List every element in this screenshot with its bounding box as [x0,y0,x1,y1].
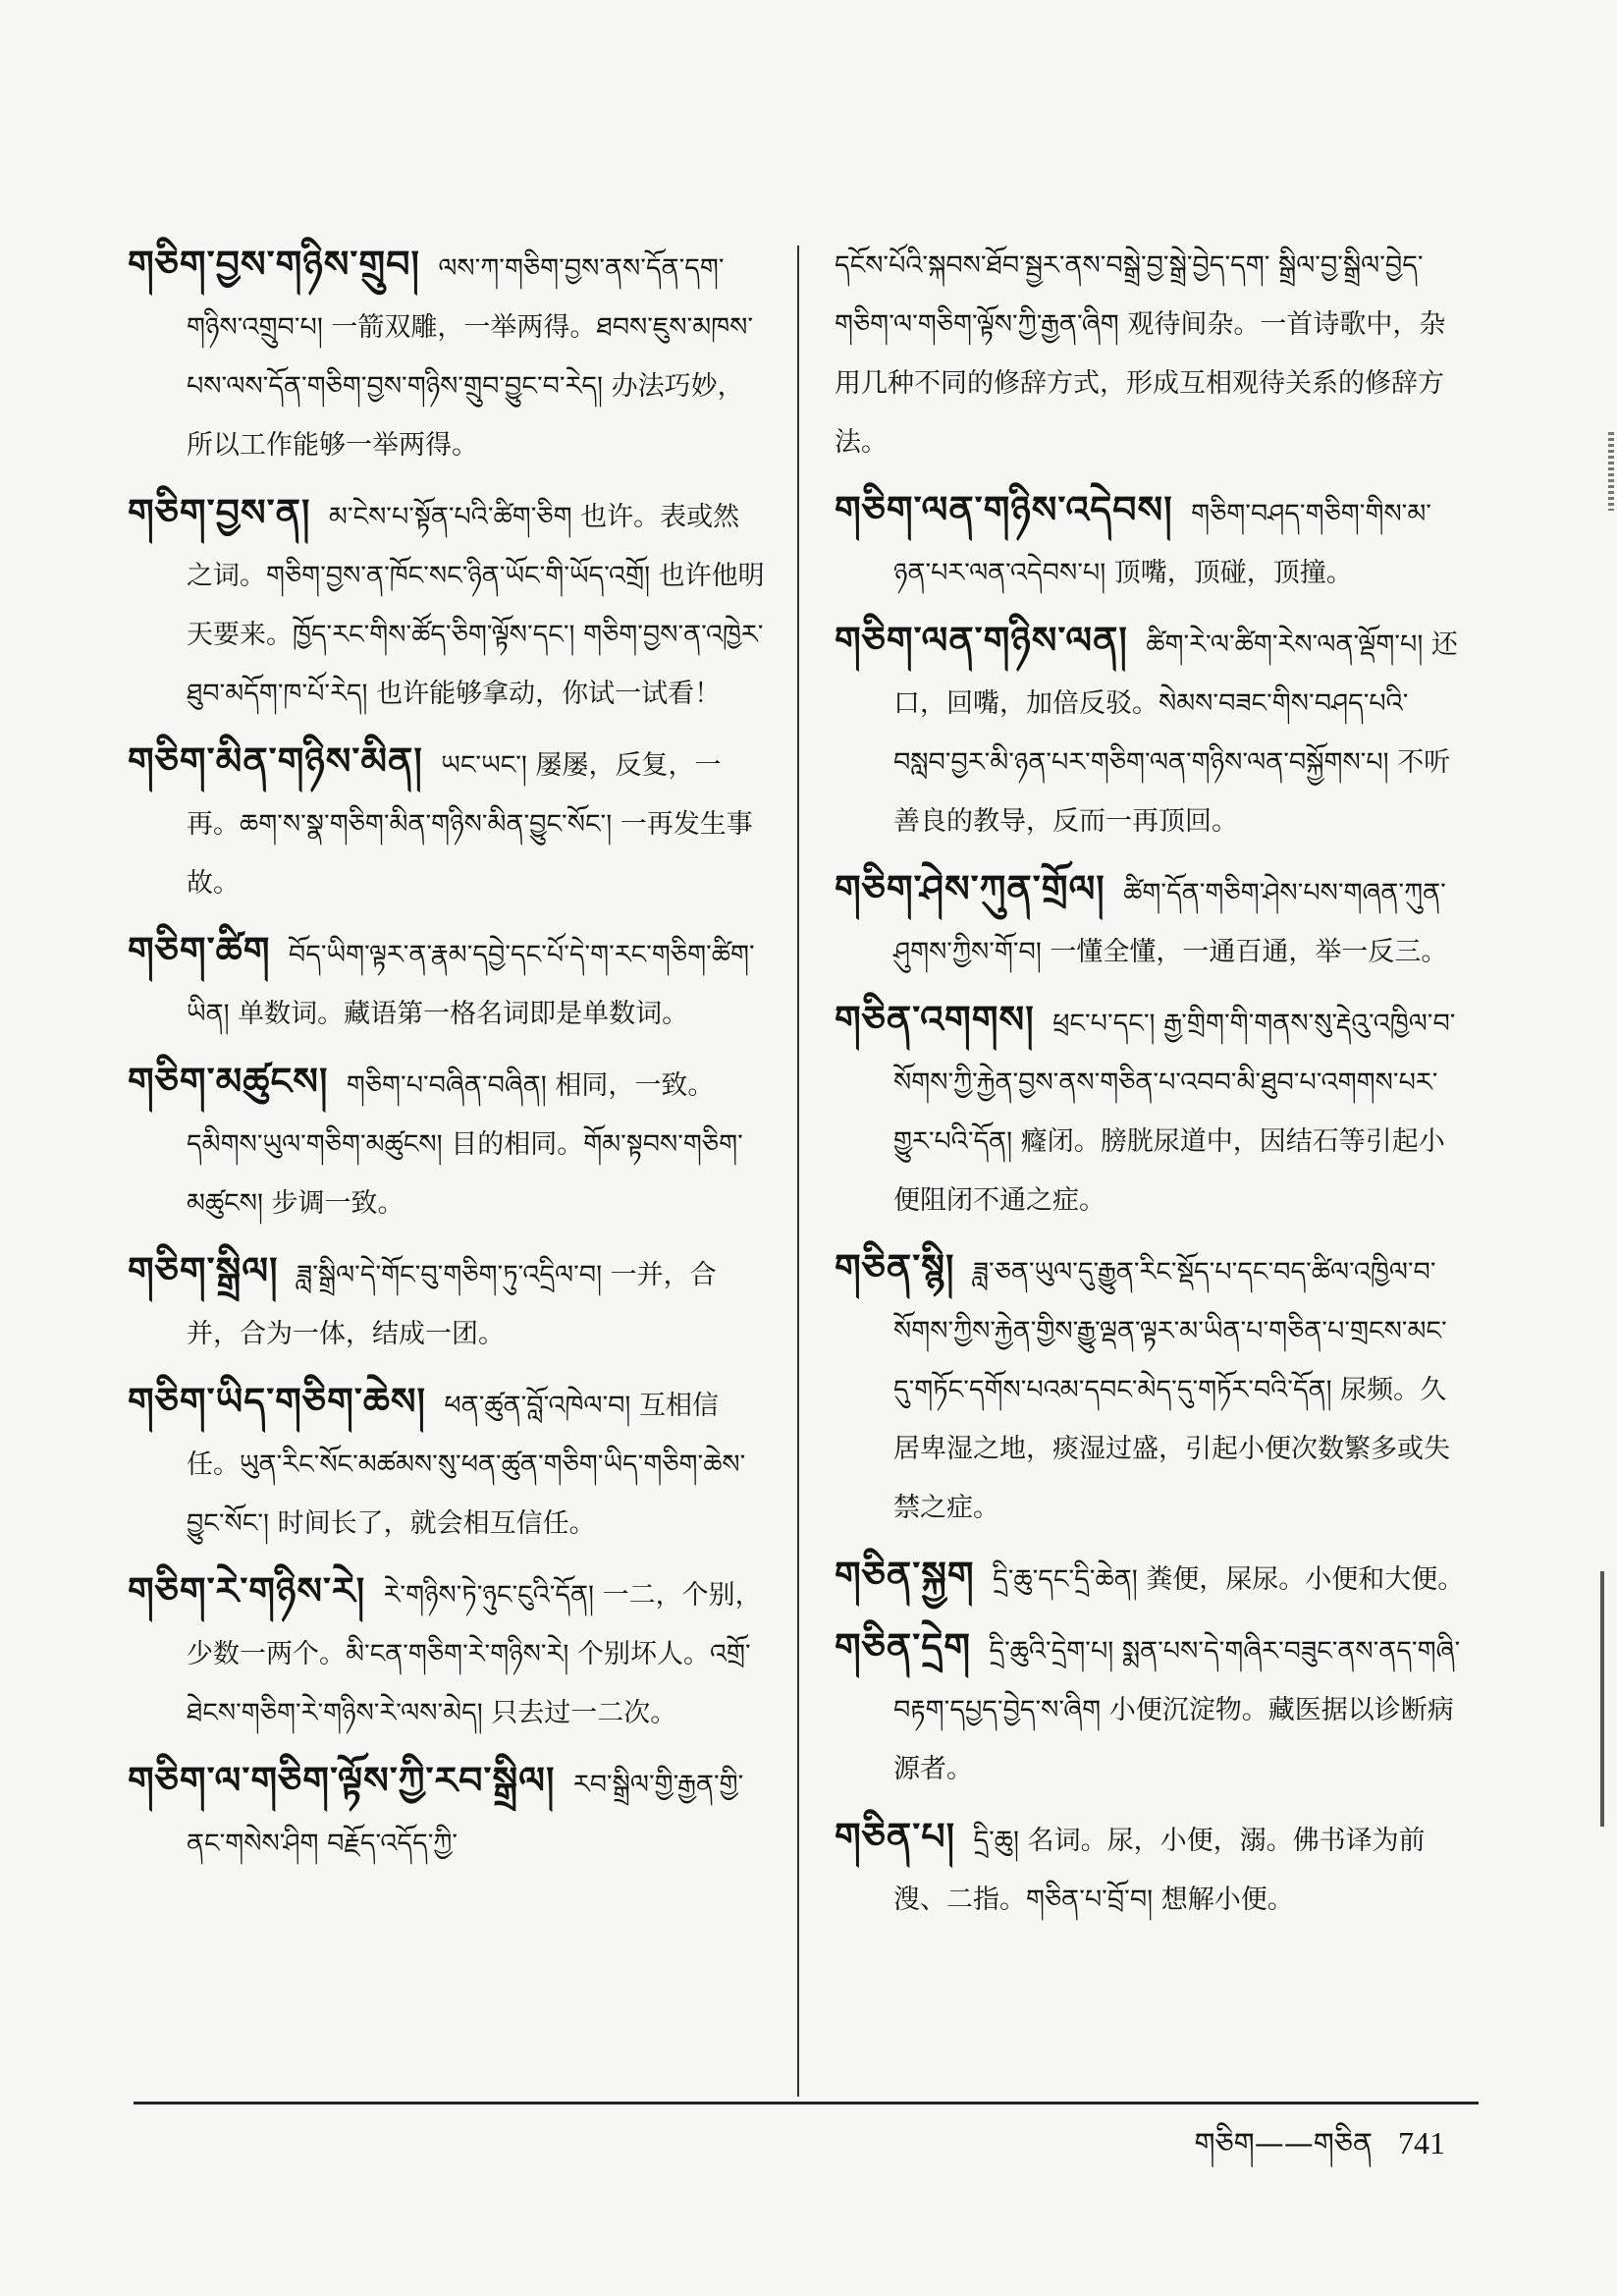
entry-headword: གཅིག་བྱས་གཉིས་གྲུབ། [128,242,420,286]
dictionary-entry [128,922,766,1043]
entry-definition: ཟླ་ཅན་ཡུལ་དུ་རྒྱུན་རིང་སྡོད་པ་དང་བད་ཚིལ་འཁྱིལ་བ་སོགས་ཀྱིས་རྐྱེན་གྱིས་རྒྱུ་ལྡན་ལྟར་མ་ཡིན་པ་གཅིན་པ་གྲངས་མང་དུ་གཏོང་དགོས་པའམ་དབང་མེད་དུ་གཏོར་བའི་དོན། 尿频。久居卑湿之地，痰湿过盛，引起小便次数繁多或失禁之症。 [893,1257,1450,1523]
entry-headword: གཅིན་དྲེག [835,1624,972,1668]
entry-definition: དྲི་ཆུའི་དྲེག་པ། སྨན་པས་དེ་གཞིར་བཟུང་ནས་ནད་གཞི་བརྟག་དཔྱད་བྱེད་ས་ཞིག 小便沉淀物。藏医据以诊断病源者。 [893,1636,1461,1784]
dictionary-entry [835,860,1465,981]
entry-headword: གཅིག་ལ་གཅིག་ལྟོས་ཀྱི་རབ་སྒྲིལ། [128,1758,556,1802]
entry-definition: གཅིག་བཤད་གཅིག་གིས་མ་ཉན་པར་ལན་འདེབས་པ། 顶嘴，顶碰，顶撞。 [893,499,1431,588]
entry-headword: གཅིག་མིན་གཉིས་མིན། [128,738,423,783]
entry-headword: གཅིག་ལན་གཉིས་ལན། [835,618,1128,662]
entry-definition: ཕན་ཚུན་བློ་འཁེལ་བ། 互相信任。ཡུན་རིང་སོང་མཚམས་སུ་ཕན་ཚུན་གཅིག་ཡིད་གཅིག་ཆེས་བྱུང་སོང་། 时间长了，就会相互信任。 [187,1391,746,1539]
dictionary-entry [128,1053,766,1232]
entry-definition: རེ་གཉིས་ཏེ་ཉུང་ངུའི་དོན། 一二，个别，少数一两个。མི་ངན་གཅིག་རེ་གཉིས་རེ། 个别坏人。འགྲོ་ཐེངས་གཅིག་རེ་གཉིས་རེ་ལས་མེད། 只去过一二次。 [187,1580,762,1728]
scan-edge-shadow [1600,1571,1604,1827]
dictionary-entry [835,1547,1465,1609]
entry-headword: གཅིག་ཡིད་གཅིག་ཆེས། [128,1379,426,1423]
entry-headword: གཅིག་སྒྲིལ། [128,1248,279,1292]
entry-definition: ཚིག་དོན་གཅིག་ཤེས་པས་གཞན་ཀུན་ཤུགས་ཀྱིས་གོ་བ། 一懂全懂，一通百通，举一反三。 [893,878,1448,967]
dictionary-entry [835,1808,1465,1929]
page-footer [1194,2111,1445,2194]
page-number: 741 [1398,2125,1445,2160]
entry-headword: གཅིན་སྙི། [835,1245,955,1289]
entry-definition: ལས་ཀ་གཅིག་བྱས་ནས་དོན་དག་གཉིས་འགྲུབ་པ། 一箭双雕，一举两得。ཐབས་ཇུས་མཁས་པས་ལས་དོན་གཅིག་བྱས་གཉིས་གྲུབ་བྱུང་བ་རེད། 办法巧妙，所以工作能够一举两得。 [187,253,754,461]
entry-headword: གཅིན་འགགས། [835,997,1035,1041]
entry-definition: རབ་སྒྲིལ་གྱི་རྒྱན་གྱི་ནང་གསེས་ཤིག བརྗོད་འདོད་ཀྱི་ [187,1770,744,1859]
entry-headword: གཅིག་ཤེས་ཀུན་གྲོལ། [835,866,1105,910]
dictionary-entry [128,1562,766,1742]
dictionary-entry [128,1752,766,1873]
column-divider [797,246,799,2097]
dictionary-entry [835,612,1465,850]
dictionary-entry [128,484,766,723]
entry-headword: གཅིན་སྐྱག [835,1553,975,1597]
dictionary-entry [835,481,1465,602]
entry-headword: གཅིག་རེ་གཉིས་རེ། [128,1568,366,1613]
entry-definition: དྲི་ཆུ་དང་དྲི་ཆེན། 粪便，屎尿。小便和大便。 [993,1564,1465,1595]
footer-rule [134,2102,1479,2105]
headword-range: གཅིག——གཅིན [1194,2127,1373,2161]
entry-definition: མ་ངེས་པ་སྟོན་པའི་ཚིག་ཅིག 也许。表或然之词。གཅིག་བྱས་ན་ཁོང་སང་ཉིན་ཡོང་གི་ཡོད་འགྲོ། 也许他明天要来。ཁྱོད་རང་གིས་ཚོད་ཅིག་ལྟོས་དང་། གཅིག་བྱས་ན་འཁྱེར་ཐུབ་མདོག་ཁ་པོ་རེད། 也许能够拿动，你试一试看！ [187,502,765,709]
entry-definition: གཅིག་པ་བཞིན་བཞིན། 相同，一致。དམིགས་ཡུལ་གཅིག་མཚུངས། 目的相同。གོམ་སྟབས་གཅིག་མཚུངས། 步调一致。 [187,1070,743,1219]
entry-definition: བོད་ཡིག་ལྟར་ན་རྣམ་དབྱེ་དང་པོ་དེ་ག་རང་གཅིག་ཚིག་ཡིན། 单数词。藏语第一格名词即是单数词。 [187,940,755,1029]
entry-headword: གཅིག་མཚུངས། [128,1059,329,1103]
entry-headword: གཅིག་ལན་གཉིས་འདེབས། [835,487,1173,531]
scan-edge-mark [1608,432,1614,511]
entry-definition: ཚིག་རེ་ལ་ཚིག་རེས་ལན་ལྡོག་པ། 还口，回嘴，加倍反驳。སེམས་བཟང་གིས་བཤད་པའི་བསླབ་བྱར་མི་ཉན་པར་གཅིག་ལན་གཉིས་ལན་བསྐྱོགས་པ། 不听善良的教导，反而一再顶回。 [893,629,1458,837]
dictionary-entry [835,1239,1465,1537]
entry-definition: དངོས་པོའི་སྐབས་ཐོབ་སྦྱར་ནས་བསྒྲེ་བྱ་སྒྲེ་བྱེད་དག་ སྒྲིལ་བྱ་སྒྲིལ་བྱེད་གཅིག་ལ་གཅིག་ལྟོས་ཀྱི་རྒྱན་ཞིག 观待间杂。一首诗歌中，杂用几种不同的修辞方式，形成互相观待关系的修辞方法。 [835,250,1446,458]
dictionary-entry [835,991,1465,1230]
entry-definition: ཕྲང་པ་དང་། རྒྱ་གྲིག་གི་གནས་སུ་རྡེའུ་འཁྱིལ་བ་སོགས་ཀྱི་རྐྱེན་བྱས་ནས་གཅིན་པ་འབབ་མི་ཐུབ་པ་འགགས་པར་གྱུར་པའི་དོན། 癃闭。膀胱尿道中，因结石等引起小便阻闭不通之症。 [893,1009,1456,1216]
dictionary-entry [128,733,766,912]
dictionary-entry [128,1373,766,1553]
entry-headword: གཅིག་བྱས་ན། [128,490,311,534]
right-column [835,236,1465,1939]
entry-headword: གཅིག་ཚིག [128,928,271,972]
dictionary-entry-continued [835,236,1465,471]
entry-definition: དྲི་ཆུ། 名词。尿，小便，溺。佛书译为前溲、二指。གཅིན་པ་བྲོ་བ། 想解小便。 [893,1826,1426,1915]
entry-definition: ཡང་ཡང་། 屡屡，反复，一再。ཆག་ས་སྣ་གཅིག་མིན་གཉིས་མིན་བྱུང་སོང་། 一再发生事故。 [187,750,753,899]
entry-definition: ཟླ་སྒྲིལ་དེ་གོང་བུ་གཅིག་ཏུ་འདྲིལ་བ། 一并，合并，合为一体，结成一团。 [187,1260,717,1349]
dictionary-entry [835,1618,1465,1798]
dictionary-entry [128,1242,766,1363]
entry-headword: གཅིན་པ། [835,1814,956,1858]
left-column [128,236,766,1883]
dictionary-entry [128,236,766,474]
